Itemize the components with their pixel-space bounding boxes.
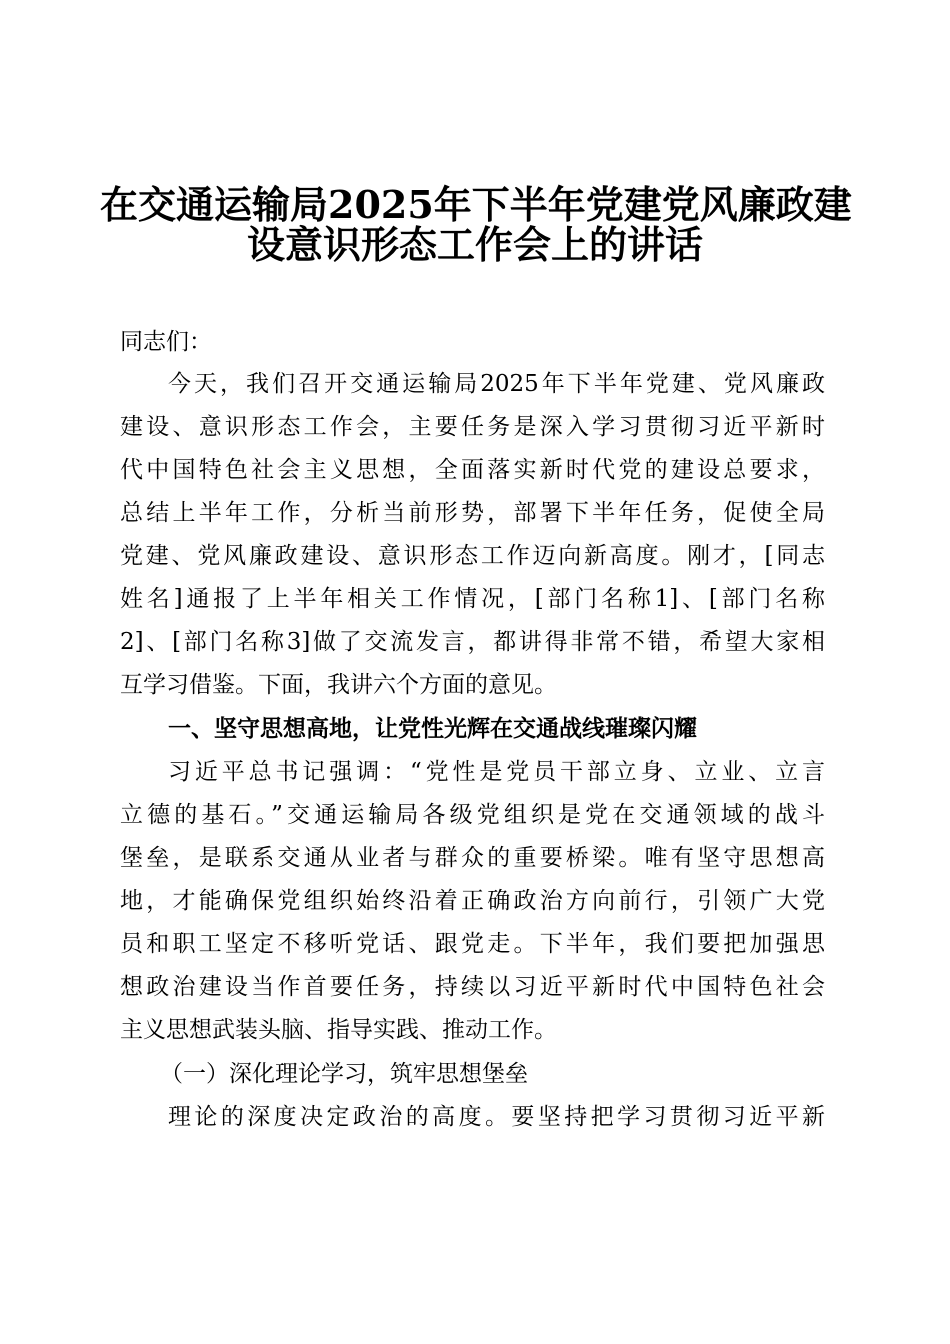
document-title-line-1: 在交通运输局2025年下半年党建党风廉政建 <box>100 182 852 227</box>
section-heading-1: 一、坚守思想高地，让党性光辉在交通战线璀璨闪耀 <box>168 716 697 742</box>
paragraph-1-line-3: 代中国特色社会主义思想，全面落实新时代党的建设总要求， <box>120 457 825 483</box>
paragraph-1-line-8: 互学习借鉴。下面，我讲六个方面的意见。 <box>120 672 557 698</box>
paragraph-2-line-3: 堡垒，是联系交通从业者与群众的重要桥梁。唯有坚守思想高 <box>120 845 825 871</box>
paragraph-2-line-1: 习近平总书记强调：“党性是党员干部立身、立业、立言 <box>168 759 825 785</box>
paragraph-1-line-7: 2]、[部门名称3]做了交流发言，都讲得非常不错，希望大家相 <box>120 629 825 655</box>
paragraph-1-line-1: 今天，我们召开交通运输局2025年下半年党建、党风廉政 <box>168 371 825 397</box>
paragraph-2-line-2: 立德的基石。”交通运输局各级党组织是党在交通领域的战斗 <box>120 802 825 828</box>
paragraph-2-line-5: 员和职工坚定不移听党话、跟党走。下半年，我们要把加强思 <box>120 931 825 957</box>
paragraph-2-line-4: 地，才能确保党组织始终沿着正确政治方向前行，引领广大党 <box>120 888 825 914</box>
paragraph-3-line-1: 理论的深度决定政治的高度。要坚持把学习贯彻习近平新 <box>168 1104 825 1130</box>
document-title-line-2: 设意识形态工作会上的讲话 <box>246 222 703 267</box>
paragraph-1-line-5: 党建、党风廉政建设、意识形态工作迈向新高度。刚才，[同志 <box>120 543 825 569</box>
paragraph-1-line-6: 姓名]通报了上半年相关工作情况，[部门名称1]、[部门名称 <box>120 586 825 612</box>
paragraph-1-line-4: 总结上半年工作，分析当前形势，部署下半年任务，促使全局 <box>120 500 825 526</box>
salutation: 同志们： <box>120 329 212 355</box>
paragraph-1-line-2: 建设、意识形态工作会，主要任务是深入学习贯彻习近平新时 <box>120 414 825 440</box>
paragraph-2-line-7: 主义思想武装头脑、指导实践、推动工作。 <box>120 1017 557 1043</box>
paragraph-2-line-6: 想政治建设当作首要任务，持续以习近平新时代中国特色社会 <box>120 974 825 1000</box>
subsection-heading-1: （一）深化理论学习，筑牢思想堡垒 <box>160 1061 528 1087</box>
